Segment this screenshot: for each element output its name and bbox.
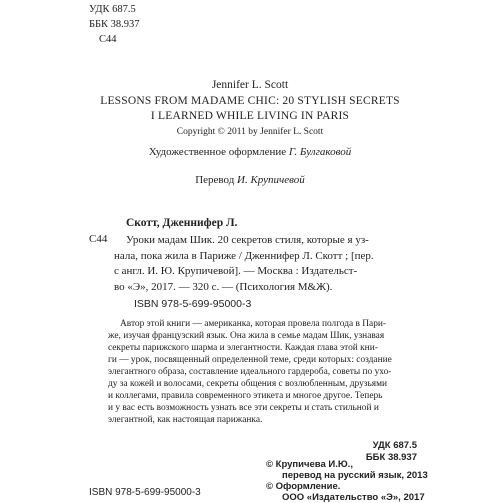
original-author: Jennifer L. Scott bbox=[211, 79, 289, 91]
catalog-isbn: ISBN 978-5-699-95000-3 bbox=[134, 298, 252, 310]
translation-name: И. Крупичевой bbox=[237, 174, 305, 186]
translation-credit bbox=[0, 174, 500, 186]
art-name: Г. Булгаковой bbox=[288, 146, 352, 158]
copyright-translation-detail: перевод на русский язык, 2013 bbox=[282, 470, 428, 481]
translation-label: Перевод bbox=[195, 174, 238, 186]
bottom-udk: УДК 687.5 bbox=[372, 440, 417, 451]
udk-code: УДК 687.5 bbox=[89, 4, 136, 15]
catalog-line: во «Э», 2017. — 320 с. — (Психология М&Ж). bbox=[114, 280, 333, 293]
annotation-line: и коллегами, правила современного этикета и многое другое. Теперь bbox=[108, 391, 383, 401]
original-copyright: Copyright © 2011 by Jennifer L. Scott bbox=[176, 126, 324, 137]
copyright-notices bbox=[266, 459, 428, 503]
annotation-line: ги — урок, посвященный определенной теме, среди которых: создание bbox=[108, 355, 392, 365]
copyright-publisher: ООО «Издательство «Э», 2017 bbox=[282, 492, 425, 503]
catalog-description bbox=[114, 233, 418, 295]
annotation bbox=[108, 318, 418, 426]
catalog-author: Скотт, Дженнифер Л. bbox=[126, 217, 238, 229]
annotation-line: же, изучая французский язык. Она жила в семье мадам Шик, узнавая bbox=[108, 331, 385, 341]
art-label: Художественное оформление bbox=[148, 146, 289, 158]
bbk-code: ББК 38.937 bbox=[89, 19, 140, 30]
copyright-design: © Оформление. bbox=[266, 481, 341, 492]
annotation-line: ду за кожей и волосами, секреты общения с возлюбленным, друзьями bbox=[108, 379, 388, 389]
original-edition bbox=[0, 78, 500, 139]
author-mark: С44 bbox=[99, 34, 117, 45]
annotation-line: секреты парижского шарма и элегантности. Каждая глава этой кни- bbox=[108, 343, 378, 353]
copyright-translation: © Крупичева И.Ю., bbox=[266, 459, 353, 470]
bottom-bbk: ББК 38.937 bbox=[365, 452, 417, 463]
original-title-line2: I LEARNED WHILE LIVING IN PARIS bbox=[150, 110, 350, 122]
bottom-isbn: ISBN 978-5-699-95000-3 bbox=[89, 487, 201, 498]
classification-block bbox=[89, 2, 140, 47]
catalog-line: с англ. И. Ю. Крупичевой]. — Москва : Издательст- bbox=[114, 265, 358, 277]
catalog-line: нала, пока жила в Париже / Дженнифер Л. Скотт ; [пер. bbox=[114, 249, 374, 262]
annotation-line: элегантного образа, составление идеального гардероба, советы по ухо- bbox=[108, 367, 392, 377]
annotation-line: Автор этой книги — американка, которая провела полгода в Пари- bbox=[120, 319, 387, 329]
annotation-line: элегантной, как настоящая парижанка. bbox=[108, 415, 263, 425]
catalog-code: С44 bbox=[89, 233, 108, 245]
art-credit bbox=[0, 146, 500, 158]
annotation-line: и у вас есть возможность узнать все эти секреты и стать стильной и bbox=[108, 403, 379, 413]
catalog-line: Уроки мадам Шик. 20 секретов стиля, которые я уз- bbox=[126, 234, 369, 246]
original-title-line1: LESSONS FROM MADAME CHIC: 20 STYLISH SECRETS bbox=[100, 94, 400, 107]
